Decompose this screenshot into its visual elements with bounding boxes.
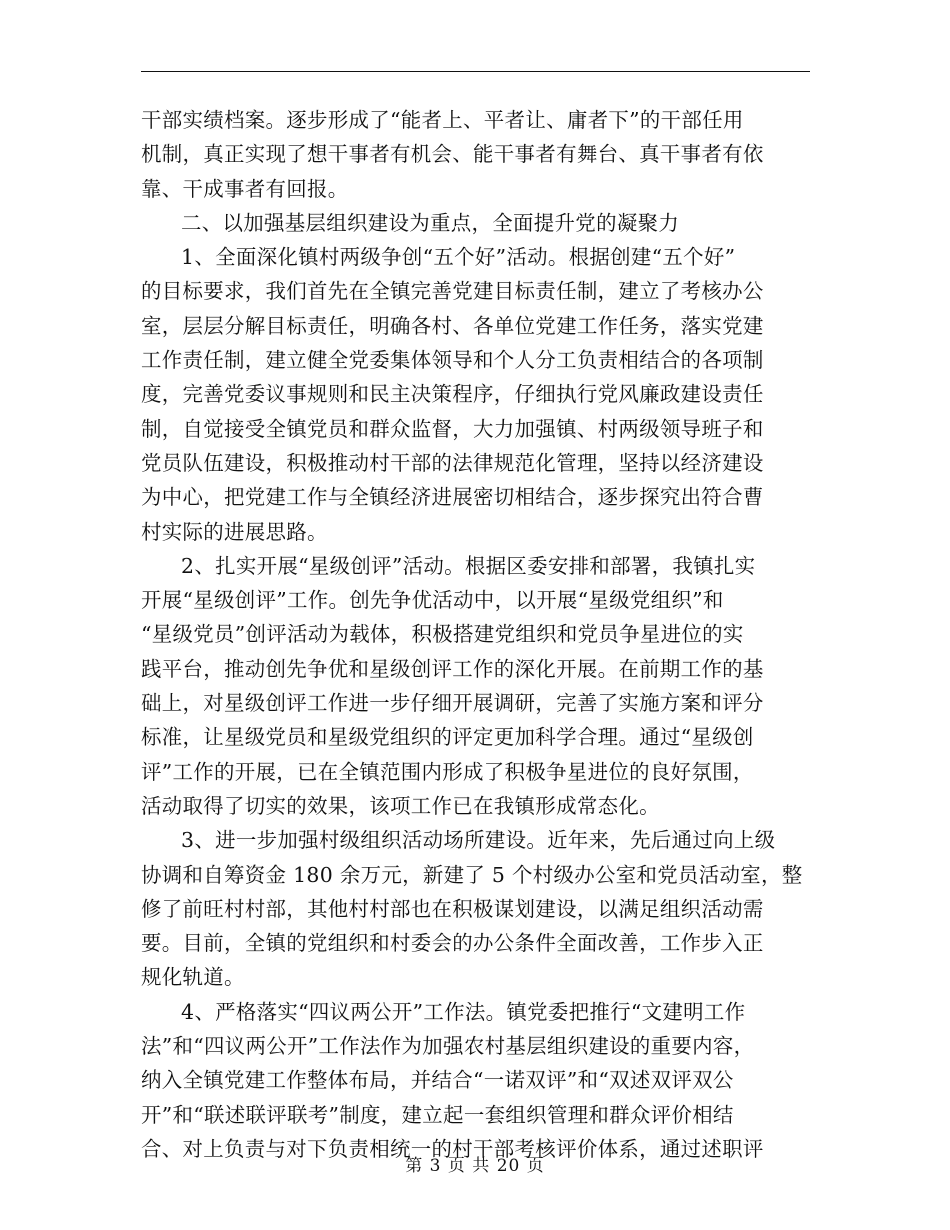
text-line: 开”和“联述联评联考”制度，建立起一套组织管理和群众评价相结 — [141, 1102, 734, 1127]
text-line: 机制，真正实现了想干事者有机会、能干事者有舞台、真干事者有依 — [141, 142, 764, 167]
text-line: 4、严格落实“四议两公开”工作法。镇党委把推行“文建明工作 — [181, 999, 746, 1024]
text-line: “星级党员”创评活动为载体，积极搭建党组织和党员争星进位的实 — [141, 622, 744, 647]
text-line: 规化轨道。 — [141, 965, 245, 990]
text-line: 1、全面深化镇村两级争创“五个好”活动。根据创建“五个好” — [181, 245, 736, 270]
text-line: 础上，对星级创评工作进一步仔细开展调研，完善了实施方案和评分 — [141, 691, 764, 716]
document-body — [141, 103, 811, 1166]
text-line: 3、进一步加强村级组织活动场所建设。近年来，先后通过向上级 — [181, 828, 776, 853]
header-rule — [141, 71, 810, 72]
text-line: 党员队伍建设，积极推动村干部的法律规范化管理，坚持以经济建设 — [141, 450, 764, 475]
text-line: 室，层层分解目标责任，明确各村、各单位党建工作任务，落实党建 — [141, 313, 764, 338]
text-line: 活动取得了切实的效果，该项工作已在我镇形成常态化。 — [141, 793, 660, 818]
text-line: 靠、干成事者有回报。 — [141, 176, 349, 201]
text-line: 干部实绩档案。逐步形成了“能者上、平者让、庸者下”的干部任用 — [141, 108, 744, 132]
text-line: 2、扎实开展“星级创评”活动。根据区委安排和部署，我镇扎实 — [181, 553, 756, 578]
text-line: 合、对上负责与对下负责相统一的村干部考核评价体系，通过述职评 — [141, 1136, 764, 1161]
text-line: 度，完善党委议事规则和民主决策程序，仔细执行党风廉政建设责任 — [141, 382, 764, 407]
text-line: 为中心，把党建工作与全镇经济进展密切相结合，逐步探究出符合曹 — [141, 485, 764, 510]
text-line: 村实际的进展思路。 — [141, 519, 328, 544]
text-line: 要。目前，全镇的党组织和村委会的办公条件全面改善，工作步入正 — [141, 931, 764, 956]
text-line: 工作责任制，建立健全党委集体领导和个人分工负责相结合的各项制 — [141, 348, 764, 373]
text-line: 纳入全镇党建工作整体布局，并结合“一诺双评”和“双述双评双公 — [141, 1068, 734, 1093]
text-line: 协调和自筹资金 180 余万元，新建了 5 个村级办公室和党员活动室，整 — [141, 862, 803, 887]
text-line: 制，自觉接受全镇党员和群众监督，大力加强镇、村两级领导班子和 — [141, 416, 764, 441]
text-line: 标准，让星级党员和星级党组织的评定更加科学合理。通过“星级创 — [141, 725, 754, 750]
text-line: 评”工作的开展，已在全镇范围内形成了积极争星进位的良好氛围， — [141, 759, 754, 784]
text-line: 践平台，推动创先争优和星级创评工作的深化开展。在前期工作的基 — [141, 656, 764, 681]
page-footer: 第 3 页 共 20 页 — [405, 1156, 545, 1176]
text-line: 修了前旺村村部，其他村村部也在积极谋划建设，以满足组织活动需 — [141, 896, 764, 921]
text-line: 二、以加强基层组织建设为重点，全面提升党的凝聚力 — [181, 210, 680, 235]
text-line: 开展“星级创评”工作。创先争优活动中，以开展“星级党组织”和 — [141, 588, 724, 613]
text-line: 的目标要求，我们首先在全镇完善党建目标责任制，建立了考核办公 — [141, 279, 764, 304]
text-line: 法”和“四议两公开”工作法作为加强农村基层组织建设的重要内容， — [141, 1034, 755, 1059]
